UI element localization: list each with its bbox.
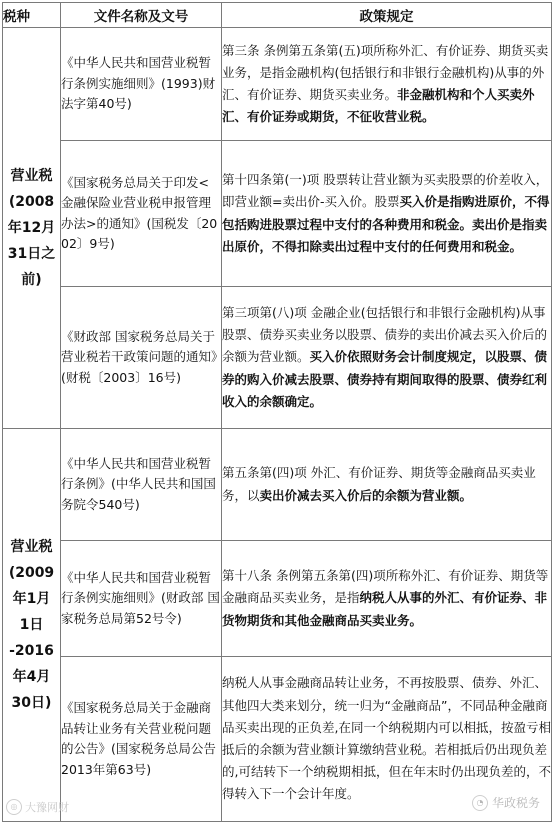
table-row xyxy=(3,287,552,429)
policy-segment: 第三条 条例第五条第(五)项所称外汇、有价证券、期货买卖业务，是指金融机构(包括银行和非银行金融机构)从事的外汇、有价证券、期货买卖业务。 xyxy=(222,42,549,102)
policy-emphasis: 卖出价减去买入价后的余额为营业额。 xyxy=(259,487,473,503)
policy-segment: 纳税人从事金融商品转让业务，不再按股票、债券、外汇、其他四大类来划分，统一归为“金融商品”，不同品种金融商品买卖出现的正负差,在同一个纳税期内可以相抵，按盈亏相抵后的余额为营业额计算缴纳营业税。若相抵后仍出现负差的,可结转下一个纳税期相抵，但在年末时仍出现负差的，不得转入下一个会计年度。 xyxy=(222,675,551,802)
policy-segment: 第十四条第(一)项 股票转让营业额为买卖股票的价差收入，即营业额=卖出价-买入价。股票 xyxy=(222,172,549,210)
policy-segment: 第三项第(八)项 金融企业(包括银行和非银行金融机构)从事股票、债券买卖业务以股票、债券的卖出价减去买入价后的余额为营业额。 xyxy=(222,304,548,365)
policy-emphasis: 纳税人从事的外汇、有价证券、非货物期货和其他金融商品买卖业务。 xyxy=(222,590,548,628)
policy-text xyxy=(222,565,551,632)
document-cell xyxy=(61,429,222,541)
policy-text xyxy=(222,302,551,413)
policy-segment: 第十八条 条例第五条第(四)项所称外汇、有价证券、期货等金融商品买卖业务，是指 xyxy=(222,568,549,606)
policy-segment: 第五条第(四)项 外汇、有价证券、期货等金融商品买卖业务，以 xyxy=(222,465,536,503)
policy-cell xyxy=(222,429,552,541)
header-tax-type: 税种 xyxy=(3,3,61,28)
watermark-right-text: 华政税务 xyxy=(491,796,540,810)
document-cell xyxy=(61,141,222,287)
tax-period-label: 营业税 (2009 年1月 1日 -2016 年4月 30日) xyxy=(8,539,55,711)
policy-emphasis: 买入价依照财务会计制度规定，以股票、债券的购入价减去股票、债券持有期间取得的股票、债券红利收入的余额确定。 xyxy=(222,349,548,409)
document-name: 《国家税务总局关于金融商品转让业务有关营业税问题的公告》(国家税务总局公告2013年第63号) xyxy=(61,700,216,777)
policy-text xyxy=(222,169,551,258)
watermark-logo-icon: ◎ xyxy=(6,799,22,815)
policy-text xyxy=(222,40,551,129)
tax-period-cell xyxy=(3,28,61,429)
tax-period-label: 营业税 (2008 年12月 31日之 前) xyxy=(7,168,56,288)
policy-text xyxy=(222,462,551,506)
document-name: 《国家税务总局关于印发<金融保险业营业税申报管理办法>的通知》(国税发〔2002〕9号) xyxy=(61,174,218,251)
policy-emphasis: 买入价是指购进原价，不得包括购进股票过程中支付的各种费用和税金。卖出价是指卖出原价，不得扣除卖出过程中支付的任何费用和税金。 xyxy=(222,194,550,254)
header-document: 文件名称及文号 xyxy=(61,3,222,28)
tax-period-cell xyxy=(3,429,61,822)
table-row xyxy=(3,657,552,822)
policy-text xyxy=(222,672,551,805)
document-cell xyxy=(61,657,222,822)
policy-cell xyxy=(222,287,552,429)
document-name: 《中华人民共和国营业税暂行条例实施细则》(1993)财法字第40号) xyxy=(61,55,216,112)
document-cell xyxy=(61,28,222,141)
watermark-right xyxy=(472,794,540,811)
document-name: 《中华人民共和国营业税暂行条例》(中华人民共和国国务院令540号) xyxy=(61,455,216,512)
watermark-left-text: 大豫网财 xyxy=(25,801,69,814)
policy-cell xyxy=(222,28,552,141)
wechat-icon: ◔ xyxy=(472,795,488,811)
policy-table xyxy=(2,2,552,822)
document-cell xyxy=(61,287,222,429)
header-policy: 政策规定 xyxy=(222,3,552,28)
watermark-left xyxy=(6,799,69,815)
document-cell xyxy=(61,541,222,657)
table-row xyxy=(3,28,552,141)
policy-cell xyxy=(222,141,552,287)
policy-cell xyxy=(222,541,552,657)
document-name: 《财政部 国家税务总局关于营业税若干政策问题的通知》(财税〔2003〕16号) xyxy=(61,328,218,385)
document-name: 《中华人民共和国营业税暂行条例实施细则》(财政部 国家税务总局第52号令) xyxy=(61,569,220,626)
header-row xyxy=(3,3,552,28)
table-row xyxy=(3,541,552,657)
policy-emphasis: 非金融机构和个人买卖外汇、有价证券或期货，不征收营业税。 xyxy=(222,87,535,125)
table-row xyxy=(3,141,552,287)
table-row xyxy=(3,429,552,541)
